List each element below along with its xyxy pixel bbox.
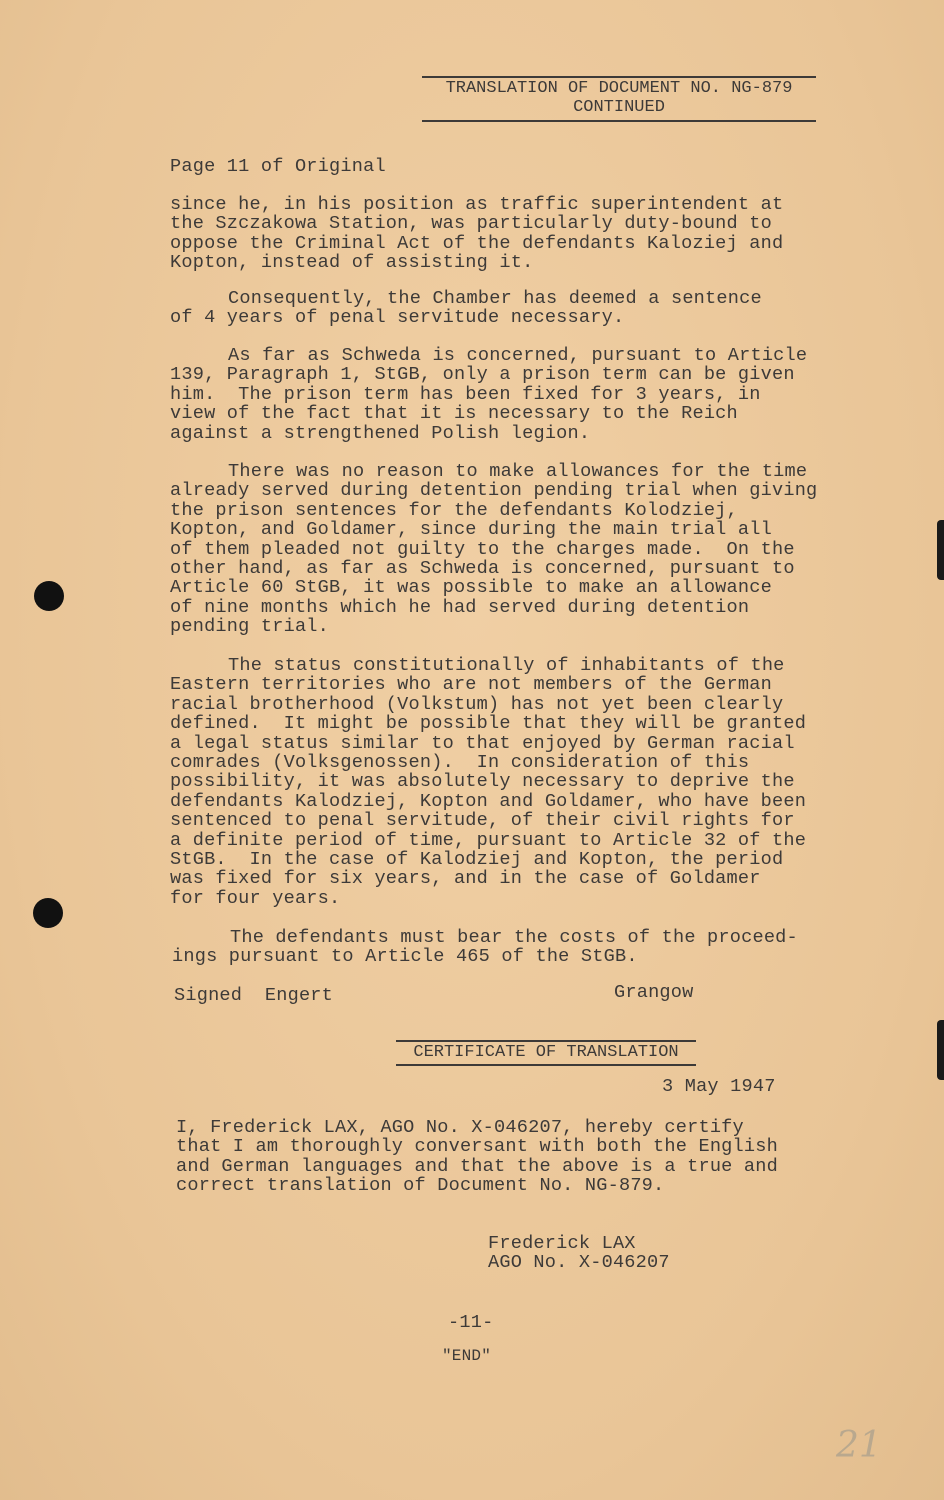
page-reference: Page 11 of Original [170,156,386,177]
punch-hole [34,581,64,611]
page-number: -11- [448,1312,494,1333]
text-line: Kopton, instead of assisting it. [170,252,534,274]
punch-hole [33,898,63,928]
text-line: since he, in his position as traffic superintendent at [170,194,784,215]
text-line: oppose the Criminal Act of the defendants Kaloziej and [170,232,784,254]
text-line: racial brotherhood (Volkstum) has not yet been clearly [170,693,784,715]
text-line: that I am thoroughly conversant with both the English [176,1136,778,1158]
signer-id: AGO No. X-046207 [488,1252,670,1273]
text-line: of them pleaded not guilty to the charges made. On the [170,538,795,560]
text-line: a definite period of time, pursuant to Article 32 of the [170,829,807,851]
text-line: and German languages and that the above is a true and [176,1155,778,1177]
text-line: Eastern territories who are not members of the German [170,674,772,696]
certificate-date: 3 May 1947 [662,1076,776,1097]
text-line: for four years. [170,887,341,909]
text-line: defendants Kalodziej, Kopton and Goldamer, who have been [170,790,807,812]
text-line: pending trial. [170,616,330,638]
document-header [422,76,816,122]
text-line: 139, Paragraph 1, StGB, only a prison term can be given [170,364,795,386]
text-line: against a strengthened Polish legion. [170,422,591,444]
text-line: other hand, as far as Schweda is concerned, pursuant to [170,558,795,580]
paragraph [170,462,817,637]
text-line: StGB. In the case of Kalodziej and Kopton, the period [170,849,784,871]
text-line: defined. It might be possible that they will be granted [170,713,807,735]
paragraph [170,656,806,908]
text-line: possibility, it was absolutely necessary to deprive the [170,771,795,793]
text-line: of 4 years of penal servitude necessary. [170,307,625,329]
page-edge-mark [937,520,944,580]
text-line: the prison sentences for the defendants Kolodziej, [170,499,738,521]
text-line: correct translation of Document No. NG-879. [176,1175,665,1197]
text-line: Consequently, the Chamber has deemed a sentence [228,288,762,309]
paragraph [172,928,798,967]
handwritten-number: 21 [836,1425,882,1466]
text-line: view of the fact that it is necessary to the Reich [170,403,738,425]
certificate-body [176,1118,778,1196]
signer-name: Frederick LAX [488,1233,636,1254]
certificate-title: CERTIFICATE OF TRANSLATION [396,1040,696,1066]
signature-left: Signed Engert [174,985,334,1006]
text-line: him. The prison term has been fixed for 3 years, in [170,383,761,405]
header-title: TRANSLATION OF DOCUMENT NO. NG-879 [445,79,793,98]
paragraph [170,346,807,443]
text-line: There was no reason to make allowances for the time [228,461,808,482]
text-line: the Szczakowa Station, was particularly duty-bound to [170,213,772,235]
text-line: Article 60 StGB, it was possible to make an allowance [170,577,772,599]
text-line: Kopton, and Goldamer, since during the main trial all [170,519,772,541]
header-subtitle: CONTINUED [573,98,665,117]
text-line: already served during detention pending trial when giving [170,480,818,502]
text-line: sentenced to penal servitude, of their civil rights for [170,810,795,832]
signature-right: Grangow [614,982,694,1003]
page-edge-mark [937,1020,944,1080]
text-line: a legal status similar to that enjoyed by German racial [170,732,795,754]
end-mark: "END" [442,1347,492,1365]
text-line: of nine months which he had served during detention [170,596,750,618]
text-line: ings pursuant to Article 465 of the StGB. [172,946,638,968]
text-line: The defendants must bear the costs of the proceed- [230,927,798,948]
text-line: As far as Schweda is concerned, pursuant to Article [228,345,808,366]
text-line: The status constitutionally of inhabitants of the [228,655,785,676]
paragraph [170,195,783,273]
text-line: I, Frederick LAX, AGO No. X-046207, hereby certify [176,1117,744,1138]
text-line: comrades (Volksgenossen). In consideration of this [170,752,750,774]
paragraph [170,289,762,328]
text-line: was fixed for six years, and in the case of Goldamer [170,868,761,890]
